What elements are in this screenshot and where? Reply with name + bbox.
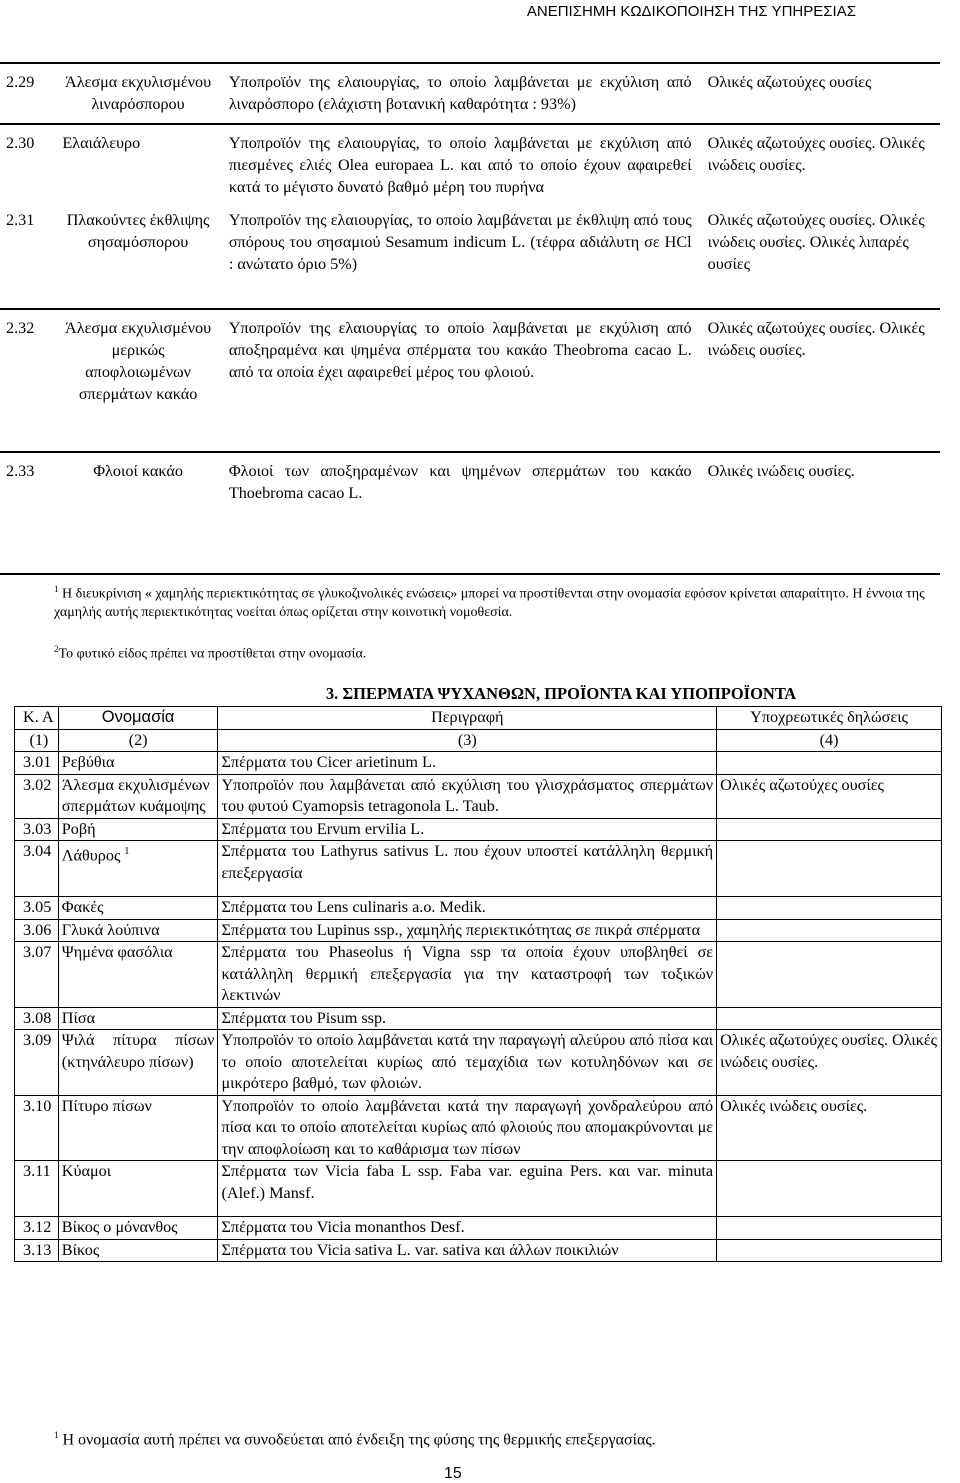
row-code: 3.13 xyxy=(15,1239,59,1262)
row-declarations xyxy=(717,942,942,1008)
row-name: Πίτυρο πίσων xyxy=(58,1095,218,1161)
table-row xyxy=(15,1030,942,1096)
row-name: Ελαιάλευρο xyxy=(60,124,216,206)
table-row xyxy=(0,124,940,206)
row-declarations xyxy=(717,919,942,942)
row-description: Φλοιοί των αποξηραμένων και ψημένων σπερμάτων του κακάο Thoebroma cacao L. xyxy=(217,452,702,514)
row-code: 3.12 xyxy=(15,1217,59,1240)
footnote-1-text: Η διευκρίνιση « χαμηλής περιεκτικότητας σε γλυκοζινολικές ενώσεις» μπορεί να προστίθενται στην ονομασία εφόσον κρίνεται απαραίτητο. Η έννοια της χαμηλής αυτής περιεκτικότητας νοείται όπως ορίζεται στην κοινοτική νομοθεσία. xyxy=(54,586,925,620)
bottom-footnote-text: Η ονομασία αυτή πρέπει να συνοδεύεται από ένδειξη της φύσης της θερμικής επεξεργασίας. xyxy=(62,1431,656,1449)
table-row xyxy=(15,752,942,775)
table-row xyxy=(15,919,942,942)
table-row xyxy=(15,1095,942,1161)
row-description: Υποπροϊόν που λαμβάνεται από εκχύλιση του γλισχράσματος σπερμάτων του φυτού Cyamopsis tetragonola L. Taub. xyxy=(218,774,717,818)
row-code: 2.32 xyxy=(0,309,60,413)
col-number: (2) xyxy=(58,729,218,752)
row-name: Ροβή xyxy=(58,818,218,841)
row-declarations xyxy=(717,1217,942,1240)
row-name: Γλυκά λούπινα xyxy=(58,919,218,942)
footnote-2-mark: 2 xyxy=(54,644,59,654)
row-code: 2.30 xyxy=(0,124,60,206)
row-declarations xyxy=(717,841,942,897)
row-declarations xyxy=(717,1161,942,1217)
row-code: 3.02 xyxy=(15,774,59,818)
footnote-2-text: Το φυτικό είδος πρέπει να προστίθεται στην ονομασία. xyxy=(58,646,367,662)
row-name: Ψιλά πίτυρα πίσων (κτηνάλευρο πίσων) xyxy=(58,1030,218,1096)
row-declarations: Ολικές αζωτούχες ουσίες. Ολικές ινώδεις ουσίες. xyxy=(702,309,940,413)
table-row xyxy=(15,897,942,920)
page-number: 15 xyxy=(444,1465,462,1482)
row-description: Σπέρματα του Vicia monanthos Desf. xyxy=(218,1217,717,1240)
row-description: Υποπροϊόν της ελαιουργίας, το οποίο λαμβάνεται με εκχύλιση από λιναρόσπορο (ελάχιστη βοτανική καθαρότητα : 93%) xyxy=(217,63,702,124)
row-description: Σπέρματα του Lens culinaris a.o. Medik. xyxy=(218,897,717,920)
row-description: Υποπροϊόν το οποίο λαμβάνεται κατά την παραγωγή χονδραλεύρου από πίσα και το οποίο αποτελείται κυρίως από φλοιούς που απομακρύνονται με την αποφλοίωση και το καθάρισμα των πίσων xyxy=(218,1095,717,1161)
row-code: 3.08 xyxy=(15,1007,59,1030)
row-declarations: Ολικές ινώδεις ουσίες. xyxy=(717,1095,942,1161)
row-description-text: Υποπροϊόν της ελαιουργίας, το οποίο λαμβάνεται με εκχύλιση από πιεσμένες ελιές Olea europaea L. και από το οποίο έχουν αφαιρεθεί κατά το μέγιστο δυνατό βαθμό μέρη του πυρήνα xyxy=(228,134,692,196)
row-name: Βίκος ο μόνανθος xyxy=(58,1217,218,1240)
row-description: Σπέρματα του Pisum ssp. xyxy=(218,1007,717,1030)
section-title: 3. ΣΠΕΡΜΑΤΑ ΨΥΧΑΝΘΩΝ, ΠΡΟΪΟΝΤΑ ΚΑΙ ΥΠΟΠΡΟΪΟΝΤΑ xyxy=(325,684,797,703)
table-row xyxy=(0,309,940,413)
row-declarations xyxy=(717,818,942,841)
row-declarations: Ολικές αζωτούχες ουσίες xyxy=(717,774,942,818)
row-name: Άλεσμα εκχυλισμένων σπερμάτων κυάμοψης xyxy=(58,774,218,818)
footnote-2 xyxy=(54,640,934,664)
row-declarations xyxy=(717,1007,942,1030)
row-name xyxy=(58,841,218,897)
row-description: Σπέρματα του Cicer arietinum L. xyxy=(218,752,717,775)
row-name: Πίσα xyxy=(58,1007,218,1030)
row-name: Ψημένα φασόλια xyxy=(58,942,218,1008)
bottom-footnote-mark: 1 xyxy=(54,1430,59,1440)
row-name: Άλεσμα εκχυλισμένου μερικώς αποφλοιωμένων σπερμάτων κακάο xyxy=(60,309,216,413)
row-name: Πλακούντες έκθλιψης σησαμόσπορου xyxy=(66,211,210,251)
row-code: 3.09 xyxy=(15,1030,59,1096)
row-description: Υποπροϊόν της ελαιουργίας το οποίο λαμβάνεται με εκχύλιση από αποξηραμένα και ψημένα σπέρματα του κακάο Theobroma cacao L. από τα οποία έχει αφαιρεθεί μέρος του φλοιού. xyxy=(217,309,702,413)
row-code: 3.05 xyxy=(15,897,59,920)
table-row xyxy=(0,63,940,124)
col-header-description: Περιγραφή xyxy=(218,707,717,730)
row-description: Σπέρματα των Vicia faba L ssp. Faba var. eguina Pers. και var. minuta (Alef.) Mansf. xyxy=(218,1161,717,1217)
table-row xyxy=(15,1239,942,1262)
col-number: (1) xyxy=(15,729,59,752)
row-declarations xyxy=(717,752,942,775)
row-code: 3.01 xyxy=(15,752,59,775)
row-description xyxy=(217,124,702,206)
section-3-table xyxy=(14,706,942,1262)
table-row xyxy=(0,206,940,278)
row-name: Βίκος xyxy=(58,1239,218,1262)
footnote-ref: 1 xyxy=(124,846,130,857)
row-code: 2.33 xyxy=(0,452,60,514)
table-row xyxy=(15,841,942,897)
row-declarations: Ολικές αζωτούχες ουσίες. Ολικές ινώδεις ουσίες. xyxy=(717,1030,942,1096)
row-code: 3.10 xyxy=(15,1095,59,1161)
row-description: Σπέρματα του Vicia sativa L. var. sativa και άλλων ποικιλιών xyxy=(218,1239,717,1262)
row-code: 2.31 xyxy=(6,211,35,229)
table-row xyxy=(15,1007,942,1030)
row-declarations xyxy=(717,1239,942,1262)
col-header-declarations: Υποχρεωτικές δηλώσεις xyxy=(717,707,942,730)
row-code: 3.03 xyxy=(15,818,59,841)
row-description: Σπέρματα του Phaseolus ή Vigna ssp τα οποία έχουν υποβληθεί σε κατάλληλη θερμική επεξεργασία για την καταστροφή των τοξικών λεκτινών xyxy=(218,942,717,1008)
col-number: (4) xyxy=(717,729,942,752)
row-declarations: Ολικές αζωτούχες ουσίες. Ολικές ινώδεις ουσίες. Ολικές λιπαρές ουσίες xyxy=(707,211,925,273)
table-header-row xyxy=(15,707,942,730)
row-description: Σπέρματα του Ervum ervilia L. xyxy=(218,818,717,841)
table-row xyxy=(15,942,942,1008)
table-row xyxy=(0,452,940,514)
row-declarations: Ολικές ινώδεις ουσίες. xyxy=(702,452,940,514)
row-name-text: Λάθυρος xyxy=(61,846,121,865)
row-name: Άλεσμα εκχυλισμένου λιναρόσπορου xyxy=(60,63,216,124)
row-code: 3.07 xyxy=(15,942,59,1008)
col-header-name: Ονομασία xyxy=(58,707,218,730)
row-description: Υποπροϊόν της ελαιουργίας, το οποίο λαμβάνεται με έκθλιψη από τους σπόρους του σησαμιού Sesamum indicum L. (τέφρα αδιάλυτη σε HCl : ανώτατο όριο 5%) xyxy=(228,211,692,273)
table-colnum-row xyxy=(15,729,942,752)
footnote-divider xyxy=(0,573,940,575)
row-code: 3.11 xyxy=(15,1161,59,1217)
row-description: Σπέρματα του Lathyrus sativus L. που έχουν υποστεί κατάλληλη θερμική επεξεργασία xyxy=(218,841,717,897)
row-name: Ρεβύθια xyxy=(58,752,218,775)
row-declarations: Ολικές αζωτούχες ουσίες. Ολικές ινώδεις ουσίες. xyxy=(702,124,940,206)
row-description: Σπέρματα του Lupinus ssp., χαμηλής περιεκτικότητας σε πικρά σπέρματα xyxy=(218,919,717,942)
table-row xyxy=(15,1217,942,1240)
row-code: 3.04 xyxy=(15,841,59,897)
row-name: Κύαμοι xyxy=(58,1161,218,1217)
row-code: 2.29 xyxy=(0,63,60,124)
bottom-footnote xyxy=(54,1430,656,1449)
page-header: ΑΝΕΠΙΣΗΜΗ ΚΩΔΙΚΟΠΟΙΗΣΗ ΤΗΣ ΥΠΗΡΕΣΙΑΣ xyxy=(526,3,856,20)
footnote-1-mark: 1 xyxy=(54,584,59,594)
table-row xyxy=(15,774,942,818)
row-name: Φλοιοί κακάο xyxy=(60,452,216,514)
table-row xyxy=(15,818,942,841)
row-description: Υποπροϊόν το οποίο λαμβάνεται κατά την παραγωγή αλεύρου από πίσα και το οποίο αποτελείται κυρίως από τεμαχίδια των κοτυληδόνων και σε μικρότερο βαθμό, των φλοιών. xyxy=(218,1030,717,1096)
row-declarations xyxy=(717,897,942,920)
col-header-code: Κ. Α xyxy=(15,707,59,730)
row-declarations: Ολικές αζωτούχες ουσίες xyxy=(702,63,940,124)
row-code: 3.06 xyxy=(15,919,59,942)
col-number: (3) xyxy=(218,729,717,752)
footnote-1 xyxy=(54,580,934,622)
table-row xyxy=(15,1161,942,1217)
upper-table xyxy=(0,62,940,514)
row-name: Φακές xyxy=(58,897,218,920)
